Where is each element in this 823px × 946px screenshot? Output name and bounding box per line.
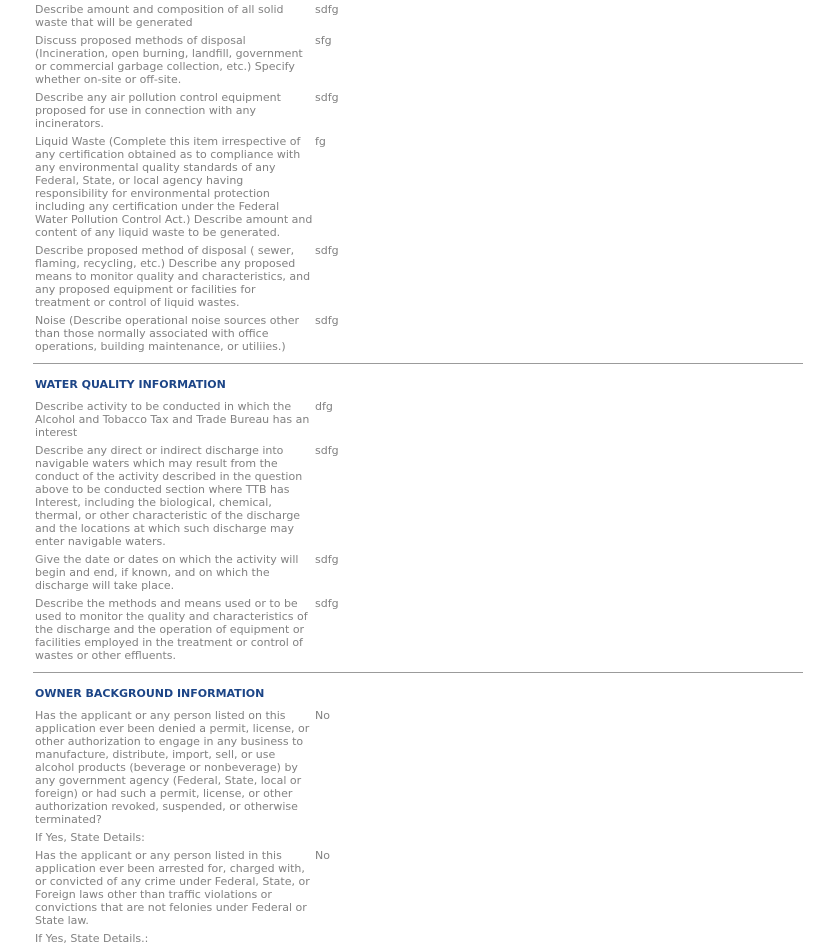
question-text: Describe amount and composition of all solid waste that will be generated (35, 3, 284, 29)
qa-row (35, 400, 805, 439)
qa-row (35, 849, 805, 927)
answer-value: sdfg (315, 444, 339, 457)
answer-value: sdfg (315, 3, 339, 16)
question-text: Has the applicant or any person listed in this application ever been arrested for, charged with, or convicted of any crime under Federal, State, or Foreign laws other than traffic violations or convictions that are not felonies under Federal or State law. (35, 849, 310, 927)
answer-value: dfg (315, 400, 333, 413)
section-solid-liquid-waste (35, 3, 805, 353)
answer-value: fg (315, 135, 326, 148)
answer-value: sdfg (315, 597, 339, 610)
qa-row (35, 932, 805, 945)
question-text: If Yes, State Details.: (35, 932, 149, 945)
question-text: If Yes, State Details: (35, 831, 145, 844)
qa-row (35, 3, 805, 29)
qa-row (35, 597, 805, 662)
qa-row (35, 34, 805, 86)
section-water-quality (35, 400, 805, 662)
qa-row (35, 244, 805, 309)
qa-row (35, 135, 805, 239)
section-header-owner-background: OWNER BACKGROUND INFORMATION (35, 687, 265, 700)
answer-value: sdfg (315, 553, 339, 566)
question-text: Give the date or dates on which the activity will begin and end, if known, and on which the discharge will take place. (35, 553, 299, 592)
answer-value: sdfg (315, 244, 339, 257)
question-text: Discuss proposed methods of disposal (Incineration, open burning, landfill, government or commercial garbage collection, etc.) Specify whether on-site or off-site. (35, 34, 303, 86)
section-header-water-quality: WATER QUALITY INFORMATION (35, 378, 226, 391)
question-text: Describe any air pollution control equipment proposed for use in connection with any incinerators. (35, 91, 281, 130)
answer-value: sfg (315, 34, 332, 47)
answer-value: sdfg (315, 91, 339, 104)
section-divider (33, 363, 803, 364)
question-text: Describe proposed method of disposal ( sewer, flaming, recycling, etc.) Describe any proposed means to monitor quality and characteristics, and any proposed equipment or facilities for treatment or control of liquid wastes. (35, 244, 311, 309)
qa-row (35, 831, 805, 844)
qa-row (35, 314, 805, 353)
question-text: Describe activity to be conducted in which the Alcohol and Tobacco Tax and Trade Bureau has an interest (35, 400, 310, 439)
answer-value: No (315, 849, 330, 862)
answer-value: sdfg (315, 314, 339, 327)
question-text: Liquid Waste (Complete this item irrespective of any certification obtained as to compliance with any environmental quality standards of any Federal, State, or local agency having responsibility for environmental protection including any certification under the Federal Water Pollution Control Act.) Describe amount and content of any liquid waste to be generated. (35, 135, 313, 239)
qa-row (35, 444, 805, 548)
answer-value: No (315, 709, 330, 722)
section-divider (33, 672, 803, 673)
section-owner-background (35, 709, 805, 945)
qa-row (35, 553, 805, 592)
question-text: Describe any direct or indirect discharge into navigable waters which may result from the conduct of the activity described in the question above to be conducted section where TTB has Interest, including the biological, chemical, thermal, or other characteristic of the discharge and the locations at which such discharge may enter navigable waters. (35, 444, 303, 548)
question-text: Noise (Describe operational noise sources other than those normally associated with office operations, building maintenance, or utiliies.) (35, 314, 300, 353)
question-text: Describe the methods and means used or to be used to monitor the quality and characteristics of the discharge and the operation of equipment or facilities employed in the treatment or control of wastes or other effluents. (35, 597, 308, 662)
qa-row (35, 91, 805, 130)
qa-row (35, 709, 805, 826)
question-text: Has the applicant or any person listed on this application ever been denied a permit, license, or other authorization to engage in any business to manufacture, distribute, import, sell, or use alcohol products (beverage or nonbeverage) by any government agency (Federal, State, local or foreign) or had such a permit, license, or other authorization revoked, suspended, or otherwise terminated? (35, 709, 310, 826)
